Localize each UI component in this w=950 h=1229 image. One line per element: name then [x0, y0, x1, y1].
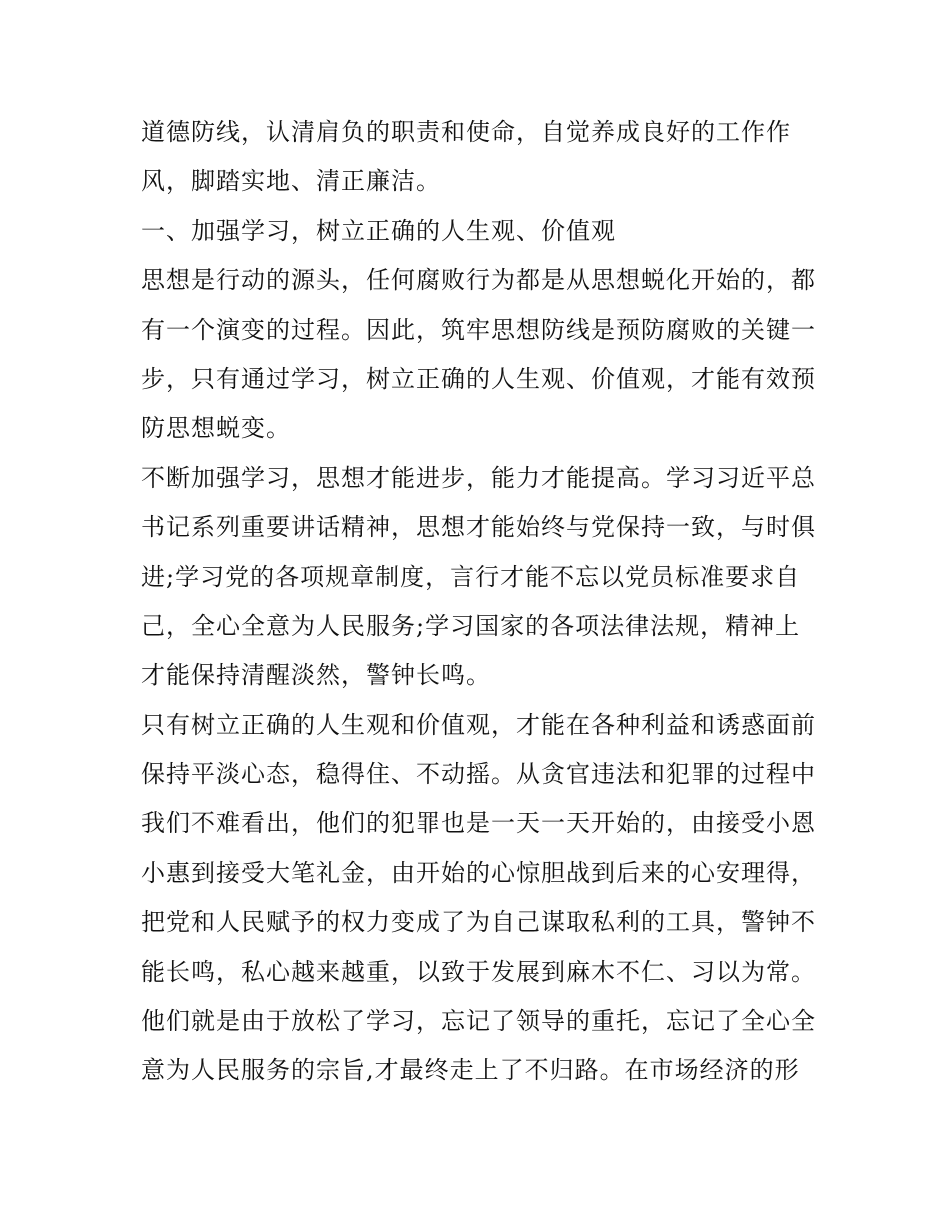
- text-line: 才能保持清醒淡然，警钟长鸣。: [141, 661, 491, 690]
- body-text: [141, 108, 821, 1096]
- text-line: 步，只有通过学习，树立正确的人生观、价值观，才能有效预: [141, 364, 816, 393]
- text-line: 进;学习党的各项规章制度，言行才能不忘以党员标准要求自: [141, 562, 801, 591]
- text-line: 书记系列重要讲话精神，思想才能始终与党保持一致，与时俱: [141, 513, 816, 542]
- text-line: 只有树立正确的人生观和价值观，才能在各种利益和诱惑面前: [141, 710, 816, 739]
- text-line: 保持平淡心态，稳得住、不动摇。从贪官违法和犯罪的过程中: [141, 760, 816, 789]
- text-line: 己，全心全意为人民服务;学习国家的各项法律法规，精神上: [141, 611, 801, 640]
- text-line: 他们就是由于放松了学习，忘记了领导的重托，忘记了全心全: [141, 1007, 816, 1036]
- text-line: 我们不难看出，他们的犯罪也是一天一天开始的，由接受小恩: [141, 809, 816, 838]
- text-line: 意为人民服务的宗旨,才最终走上了不归路。在市场经济的形: [141, 1056, 800, 1085]
- text-line: 把党和人民赋予的权力变成了为自己谋取私利的工具，警钟不: [141, 908, 816, 937]
- text-line: 防思想蜕变。: [141, 414, 291, 443]
- text-line: 风，脚踏实地、清正廉洁。: [141, 167, 441, 196]
- text-line: 道德防线，认清肩负的职责和使命，自觉养成良好的工作作: [141, 118, 791, 146]
- text-line: 不断加强学习，思想才能进步，能力才能提高。学习习近平总: [141, 463, 816, 492]
- section-heading: 一、加强学习，树立正确的人生观、价值观: [141, 216, 616, 245]
- text-line: 能长鸣，私心越来越重，以致于发展到麻木不仁、习以为常。: [141, 957, 816, 986]
- text-line: 思想是行动的源头，任何腐败行为都是从思想蜕化开始的，都: [141, 266, 816, 295]
- text-line: 有一个演变的过程。因此，筑牢思想防线是预防腐败的关键一: [141, 315, 816, 344]
- text-line: 小惠到接受大笔礼金，由开始的心惊胆战到后来的心安理得，: [141, 858, 816, 887]
